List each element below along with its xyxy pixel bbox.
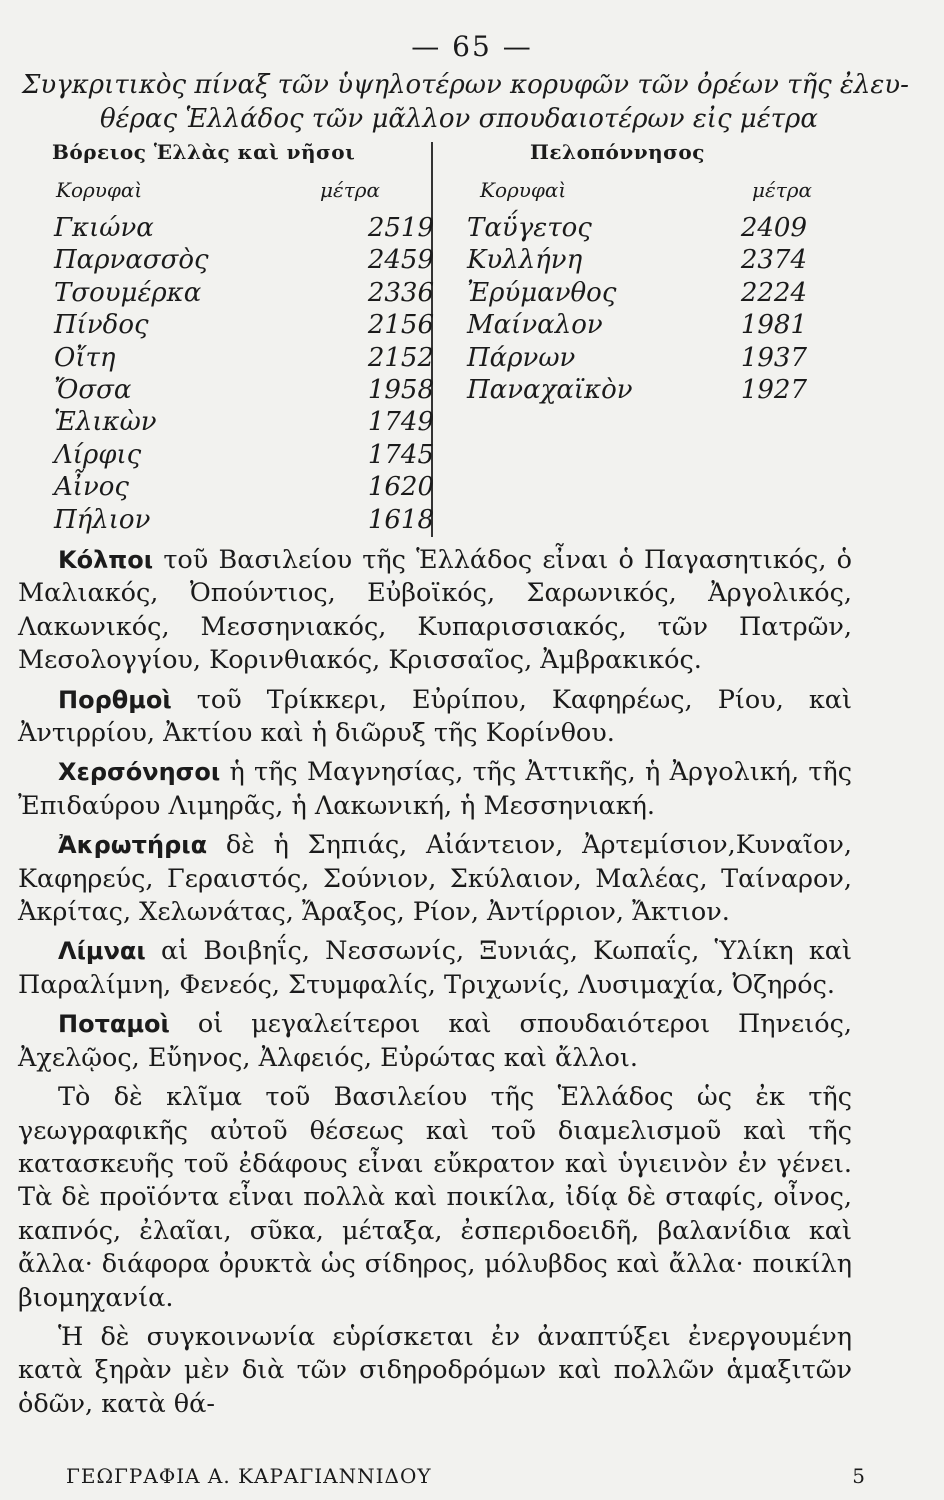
peak-name: Τσουμέρκα: [54, 277, 202, 308]
table-row: [54, 244, 434, 276]
peak-height: 2224: [740, 277, 807, 308]
table-row: [54, 471, 434, 503]
table-row: [467, 277, 807, 309]
table-row: [467, 309, 807, 341]
table-row: [54, 374, 434, 406]
peak-height: 2374: [740, 245, 807, 276]
peak-height: 2519: [367, 213, 434, 243]
right-peaks-column-label: Κορυφαὶ: [480, 178, 567, 202]
paragraph-rivers: [18, 1008, 852, 1075]
paragraph-keyword: Πορθμοὶ: [58, 685, 172, 714]
peak-height: 1937: [740, 342, 807, 373]
paragraph-text: Τὸ δὲ κλῖμα τοῦ Βασιλείου τῆς Ἑλλάδος ὡς ἐκ τῆς γεωγραφικῆς αὐτοῦ θέσεως καὶ τοῦ διαμελισμοῦ καὶ τῆς κατασκευῆς τοῦ ἐδάφους εἶναι εὔκρατον καὶ ὑγιεινὸν ἐν γένει. Τὰ δὲ προϊόντα εἶναι πολλὰ καὶ ποικίλα, ἰδίᾳ δὲ σταφίς, οἶνος, καπνός, ἐλαῖαι, σῦκα, μέταξα, ἐσπεριδοειδῆ, βαλανίδια καὶ ἄλλα· διάφορα ὀρυκτὰ ὡς σίδηρος, μόλυβδος καὶ ἄλλα· ποικίλη βιομηχανία.: [18, 1082, 852, 1313]
peak-name: Κυλλήνη: [467, 245, 583, 276]
paragraph-text: αἱ Βοιβηΐς, Νεσσωνίς, Ξυνιάς, Κωπαΐς, Ὑλίκη καὶ Παραλίμνη, Φενεός, Στυμφαλίς, Τριχωνίς, Λυσιμαχία, Ὀζηρός.: [18, 936, 852, 1000]
peak-height: 1958: [367, 374, 434, 405]
peak-height: 2152: [367, 342, 434, 373]
paragraph-communications: [18, 1321, 852, 1421]
right-peaks-table: [467, 212, 807, 406]
right-region-heading: Πελοπόννησος: [530, 140, 705, 164]
peak-name: Γκιώνα: [54, 213, 154, 243]
left-peaks-column-label: Κορυφαὶ: [56, 178, 143, 202]
paragraph-climate: [18, 1081, 852, 1315]
table-title-line-1: Συγκριτικὸς πίναξ τῶν ὑψηλοτέρων κορυφῶν τῶν ὀρέων τῆς ἐλευ-: [22, 70, 909, 100]
paragraph-text: ἡ τῆς Μαγνησίας, τῆς Ἀττικῆς, ἡ Ἀργολική, τῆς Ἐπιδαύρου Λιμηρᾶς, ἡ Λακωνική, ἡ Μεσσηνιακή.: [18, 757, 852, 821]
peak-name: Πήλιον: [54, 504, 151, 535]
paragraph-lakes: [18, 935, 852, 1002]
peak-height: 1618: [367, 504, 434, 535]
peak-height: 1749: [367, 407, 434, 438]
paragraph-keyword: Χερσόνησοι: [58, 758, 221, 787]
peak-height: 2409: [740, 213, 807, 243]
peak-height: 1981: [740, 310, 807, 341]
peak-name: Πάρνων: [467, 342, 576, 373]
peak-name: Παναχαϊκὸν: [467, 374, 633, 405]
paragraph-capes: [18, 829, 852, 929]
left-region-heading: Βόρειος Ἑλλὰς καὶ νῆσοι: [52, 140, 356, 164]
footer-signature-mark: 5: [852, 1464, 866, 1488]
table-title: [18, 68, 918, 136]
peak-name: Ἑλικὼν: [54, 407, 157, 438]
table-row: [467, 342, 807, 374]
paragraph-gulfs: [18, 544, 852, 678]
peak-height: 1620: [367, 472, 434, 503]
table-row: [54, 406, 434, 438]
peak-name: Ὄσσα: [54, 374, 132, 405]
table-row: [54, 439, 434, 471]
paragraph-keyword: Κόλποι: [58, 546, 154, 574]
paragraph-text: τοῦ Τρίκκερι, Εὐρίπου, Καφηρέως, Ρίου, καὶ Ἀντιρρίου, Ἀκτίου καὶ ἡ διῶρυξ τῆς Κορίνθου.: [18, 684, 852, 749]
peak-name: Ἐρύμανθος: [467, 277, 617, 308]
table-title-line-2: θέρας Ἑλλάδος τῶν μᾶλλον σπουδαιοτέρων εἰς μέτρα: [100, 104, 818, 134]
peak-name: Αἶνος: [54, 472, 129, 503]
page-number: — 65 —: [411, 30, 533, 63]
table-row: [467, 212, 807, 244]
peak-name: Ταΰγετος: [467, 213, 592, 243]
paragraph-keyword: Ἀκρωτήρια: [58, 831, 208, 860]
peak-name: Παρνασσὸς: [54, 245, 209, 276]
body-text: [18, 544, 852, 1425]
table-row: [467, 244, 807, 276]
peak-name: Πίνδος: [54, 310, 149, 341]
left-meters-column-label: μέτρα: [320, 178, 381, 202]
paragraph-straits: [18, 684, 852, 751]
peak-name: Μαίναλον: [467, 310, 603, 341]
peak-height: 2156: [367, 310, 434, 341]
paragraph-text: δὲ ἡ Σηπιάς, Αἰάντειον, Ἀρτεμίσιον,Κυναῖον, Καφηρεύς, Γεραιστός, Σούνιον, Σκύλαιον, Μαλέας, Ταίναρον, Ἀκρίτας, Χελωνάτας, Ἄραξος, Ρίον, Ἀντίρριον, Ἄκτιον.: [18, 830, 852, 928]
footer-book-title: ΓΕΩΓΡΑΦΙΑ Α. ΚΑΡΑΓΙΑΝΝΙΔΟΥ: [66, 1464, 432, 1488]
paragraph-keyword: Λίμναι: [58, 937, 146, 966]
paragraph-text: Ἡ δὲ συγκοινωνία εὑρίσκεται ἐν ἀναπτύξει ἐνεργουμένη κατὰ ξηρὰν μὲν διὰ τῶν σιδηροδρόμων καὶ πολλῶν ἁμαξιτῶν ὁδῶν, κατὰ θά-: [18, 1321, 852, 1419]
paragraph-keyword: Ποταμοὶ: [58, 1010, 170, 1039]
paragraph-text: οἱ μεγαλείτεροι καὶ σπουδαιότεροι Πηνειός, Ἀχελῷος, Εὔηνος, Ἀλφειός, Εὐρώτας καὶ ἄλλοι.: [18, 1009, 852, 1073]
peak-height: 2336: [367, 277, 434, 308]
right-meters-column-label: μέτρα: [752, 178, 813, 202]
peak-height: 1745: [367, 439, 434, 470]
paragraph-text: τοῦ Βασιλείου τῆς Ἑλλάδος εἶναι ὁ Παγασητικός, ὁ Μαλιακός, Ὀπούντιος, Εὐβοϊκός, Σαρωνικός, Ἀργολικός, Λακωνικός, Μεσσηνιακός, Κυπαρισσιακός, τῶν Πατρῶν, Μεσολογγίου, Κορινθιακός, Κρισσαῖος, Ἀμβρακικός.: [18, 545, 852, 676]
table-row: [54, 342, 434, 374]
peak-name: Λίρφις: [54, 439, 142, 470]
peak-height: 1927: [740, 374, 807, 405]
paragraph-peninsulas: [18, 756, 852, 823]
table-row: [54, 504, 434, 536]
left-peaks-table: [54, 212, 434, 536]
peak-height: 2459: [367, 245, 434, 276]
table-row: [54, 309, 434, 341]
table-row: [54, 212, 434, 244]
page-footer: [66, 1464, 866, 1488]
table-row: [54, 277, 434, 309]
table-row: [467, 374, 807, 406]
peak-name: Οἴτη: [54, 342, 116, 373]
